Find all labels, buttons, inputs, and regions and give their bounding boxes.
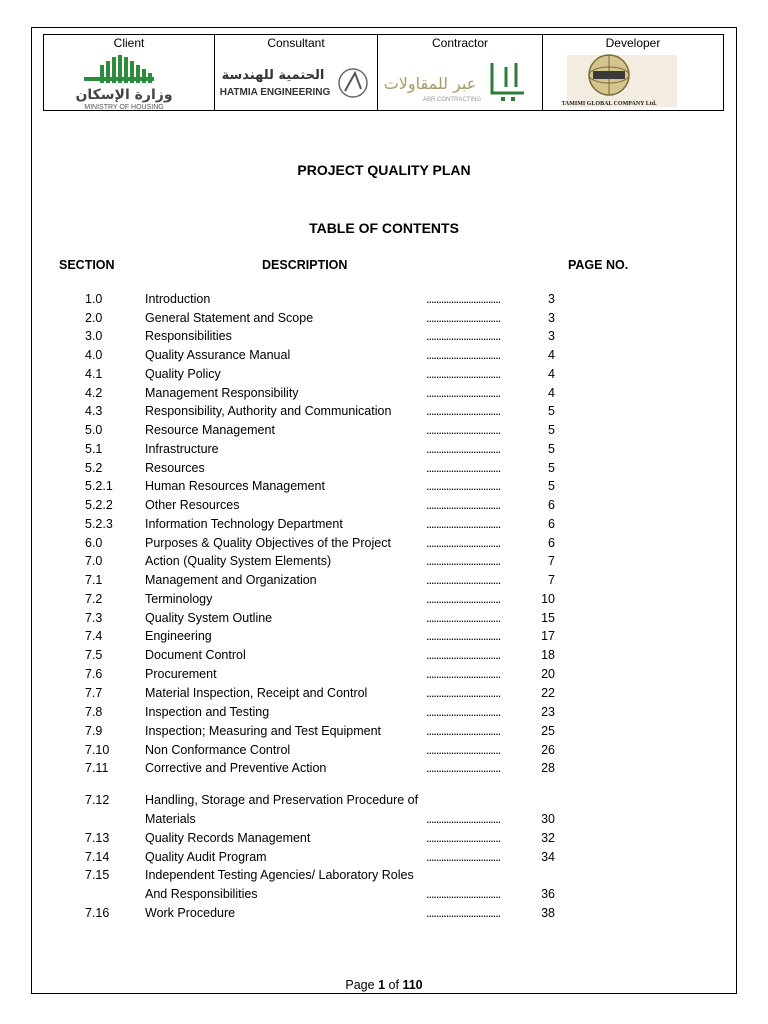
toc-leader-dots: .............................. bbox=[426, 554, 501, 568]
toc-row bbox=[0, 812, 768, 830]
toc-description: Resources bbox=[145, 461, 205, 475]
toc-leader-dots: .............................. bbox=[426, 498, 501, 512]
toc-leader-dots: .............................. bbox=[426, 573, 501, 587]
footer-prefix: Page bbox=[345, 978, 375, 992]
toc-section-number: 4.1 bbox=[85, 367, 103, 381]
toc-page-number: 26 bbox=[541, 743, 555, 757]
contractor-cell bbox=[378, 35, 543, 110]
toc-description: Materials bbox=[145, 812, 196, 826]
toc-section-number: 7.8 bbox=[85, 705, 103, 719]
toc-section-number: 5.1 bbox=[85, 442, 103, 456]
consultant-logo bbox=[215, 53, 377, 109]
toc-leader-dots: .............................. bbox=[426, 367, 501, 381]
toc-leader-dots: .............................. bbox=[426, 629, 501, 643]
toc-page-number: 4 bbox=[548, 386, 555, 400]
toc-description: Resource Management bbox=[145, 423, 275, 437]
toc-leader-dots: .............................. bbox=[426, 404, 501, 418]
toc-page-number: 5 bbox=[548, 423, 555, 437]
toc-row bbox=[0, 611, 768, 629]
toc-page-number: 36 bbox=[541, 887, 555, 901]
toc-section-number: 7.16 bbox=[85, 906, 110, 920]
toc-page-number: 7 bbox=[548, 554, 555, 568]
toc-row bbox=[0, 442, 768, 460]
toc-description: Procurement bbox=[145, 667, 217, 681]
developer-cell bbox=[543, 35, 723, 110]
toc-leader-dots: .............................. bbox=[426, 479, 501, 493]
toc-row bbox=[0, 367, 768, 385]
toc-row bbox=[0, 573, 768, 591]
toc-page-number: 38 bbox=[541, 906, 555, 920]
toc-row bbox=[0, 348, 768, 366]
toc-section-number: 1.0 bbox=[85, 292, 103, 306]
toc-description: Management and Organization bbox=[145, 573, 317, 587]
toc-leader-dots: .............................. bbox=[426, 611, 501, 625]
toc-description: Inspection and Testing bbox=[145, 705, 270, 719]
toc-row bbox=[0, 793, 768, 811]
toc-section-number: 4.3 bbox=[85, 404, 103, 418]
toc-section-number: 5.2.2 bbox=[85, 498, 113, 512]
toc-leader-dots: .............................. bbox=[426, 536, 501, 550]
toc-description: Work Procedure bbox=[145, 906, 236, 920]
toc-leader-dots: .............................. bbox=[426, 906, 501, 920]
consultant-label: Consultant bbox=[267, 36, 325, 50]
toc-section-number: 7.0 bbox=[85, 554, 103, 568]
page-column-header: PAGE NO. bbox=[568, 258, 629, 272]
document-title: PROJECT QUALITY PLAN bbox=[297, 162, 471, 178]
contractor-logo bbox=[378, 53, 542, 109]
developer-logo-en: TAMIMI GLOBAL COMPANY Ltd. bbox=[561, 101, 657, 107]
toc-description: Infrastructure bbox=[145, 442, 219, 456]
toc-row bbox=[0, 536, 768, 554]
toc-page-number: 25 bbox=[541, 724, 555, 738]
toc-leader-dots: .............................. bbox=[426, 743, 501, 757]
toc-leader-dots: .............................. bbox=[426, 517, 501, 531]
toc-section-number: 7.12 bbox=[85, 793, 110, 807]
toc-row bbox=[0, 404, 768, 422]
client-label: Client bbox=[113, 36, 145, 50]
toc-row bbox=[0, 868, 768, 886]
toc-description: Quality Audit Program bbox=[145, 850, 267, 864]
toc-leader-dots: .............................. bbox=[426, 386, 501, 400]
toc-description: Action (Quality System Elements) bbox=[145, 554, 332, 568]
toc-section-number: 7.6 bbox=[85, 667, 103, 681]
toc-section-number: 7.5 bbox=[85, 648, 103, 662]
toc-row bbox=[0, 667, 768, 685]
toc-row bbox=[0, 423, 768, 441]
toc-page-number: 22 bbox=[541, 686, 555, 700]
toc-description: Engineering bbox=[145, 629, 212, 643]
toc-description: Information Technology Department bbox=[145, 517, 343, 531]
toc-title: TABLE OF CONTENTS bbox=[309, 220, 459, 236]
toc-page-number: 5 bbox=[548, 404, 555, 418]
toc-page-number: 6 bbox=[548, 517, 555, 531]
toc-section-number: 7.11 bbox=[85, 761, 109, 775]
toc-section-number: 7.7 bbox=[85, 686, 103, 700]
toc-row bbox=[0, 761, 768, 779]
toc-row bbox=[0, 831, 768, 849]
toc-section-number: 7.15 bbox=[85, 868, 110, 882]
toc-leader-dots: .............................. bbox=[426, 292, 501, 306]
toc-row bbox=[0, 386, 768, 404]
toc-page-number: 5 bbox=[548, 442, 555, 456]
toc-description: Terminology bbox=[145, 592, 213, 606]
consultant-logo-ar: الحتمية للهندسة bbox=[221, 68, 325, 83]
toc-leader-dots: .............................. bbox=[426, 761, 501, 775]
footer-total-pages: 110 bbox=[402, 978, 423, 992]
toc-page-number: 23 bbox=[541, 705, 555, 719]
toc-section-number: 7.1 bbox=[85, 573, 103, 587]
consultant-logo-en: HATMIA ENGINEERING bbox=[219, 87, 331, 98]
toc-description: Human Resources Management bbox=[145, 479, 325, 493]
toc-section-number: 5.2.3 bbox=[85, 517, 113, 531]
toc-page-number: 34 bbox=[541, 850, 555, 864]
toc-row bbox=[0, 517, 768, 535]
toc-description: Quality Assurance Manual bbox=[145, 348, 291, 362]
toc-description: Other Resources bbox=[145, 498, 240, 512]
toc-description: Document Control bbox=[145, 648, 246, 662]
toc-row bbox=[0, 498, 768, 516]
toc-page-number: 20 bbox=[541, 667, 555, 681]
toc-leader-dots: .............................. bbox=[426, 442, 501, 456]
toc-description: Quality System Outline bbox=[145, 611, 273, 625]
toc-section-number: 7.10 bbox=[85, 743, 110, 757]
toc-leader-dots: .............................. bbox=[426, 812, 501, 826]
toc-section-number: 5.0 bbox=[85, 423, 103, 437]
toc-row bbox=[0, 292, 768, 310]
toc-row bbox=[0, 648, 768, 666]
toc-page-number: 6 bbox=[548, 498, 555, 512]
toc-row bbox=[0, 743, 768, 761]
toc-page-number: 3 bbox=[548, 311, 555, 325]
contractor-label: Contractor bbox=[431, 36, 489, 50]
toc-page-number: 3 bbox=[548, 329, 555, 343]
toc-section-number: 7.13 bbox=[85, 831, 110, 845]
toc-section-number: 2.0 bbox=[85, 311, 103, 325]
toc-section-number: 7.4 bbox=[85, 629, 103, 643]
toc-page-number: 10 bbox=[541, 592, 555, 606]
toc-description: Independent Testing Agencies/ Laboratory Roles bbox=[145, 868, 414, 882]
toc-section-number: 5.2 bbox=[85, 461, 103, 475]
toc-leader-dots: .............................. bbox=[426, 667, 501, 681]
developer-label: Developer bbox=[605, 36, 661, 50]
header-table bbox=[43, 34, 724, 111]
toc-section-number: 6.0 bbox=[85, 536, 103, 550]
toc-row bbox=[0, 629, 768, 647]
toc-description: General Statement and Scope bbox=[145, 311, 314, 325]
consultant-cell bbox=[215, 35, 378, 110]
toc-leader-dots: .............................. bbox=[426, 348, 501, 362]
toc-leader-dots: .............................. bbox=[426, 648, 501, 662]
client-logo-ar: وزارة الإسكان bbox=[75, 87, 173, 103]
toc-row bbox=[0, 461, 768, 479]
toc-section-number: 7.3 bbox=[85, 611, 103, 625]
toc-row bbox=[0, 906, 768, 924]
toc-row bbox=[0, 887, 768, 905]
toc-page-number: 15 bbox=[541, 611, 555, 625]
toc-leader-dots: .............................. bbox=[426, 592, 501, 606]
toc-row bbox=[0, 329, 768, 347]
toc-page-number: 30 bbox=[541, 812, 555, 826]
toc-description: Handling, Storage and Preservation Procedure of bbox=[145, 793, 419, 807]
toc-description: Material Inspection, Receipt and Control bbox=[145, 686, 368, 700]
toc-page-number: 6 bbox=[548, 536, 555, 550]
toc-section-number: 5.2.1 bbox=[85, 479, 113, 493]
toc-leader-dots: .............................. bbox=[426, 705, 501, 719]
toc-row bbox=[0, 850, 768, 868]
toc-leader-dots: .............................. bbox=[426, 724, 501, 738]
toc-page-number: 28 bbox=[541, 761, 555, 775]
toc-page-number: 32 bbox=[541, 831, 555, 845]
toc-leader-dots: .............................. bbox=[426, 686, 501, 700]
toc-leader-dots: .............................. bbox=[426, 423, 501, 437]
toc-section-number: 4.2 bbox=[85, 386, 103, 400]
toc-row bbox=[0, 724, 768, 742]
toc-row bbox=[0, 592, 768, 610]
toc-leader-dots: .............................. bbox=[426, 887, 501, 901]
toc-leader-dots: .............................. bbox=[426, 831, 501, 845]
footer-of: of bbox=[388, 978, 399, 992]
section-column-header: SECTION bbox=[59, 258, 115, 272]
toc-page-number: 7 bbox=[548, 573, 555, 587]
toc-description: Purposes & Quality Objectives of the Project bbox=[145, 536, 391, 550]
toc-page-number: 18 bbox=[541, 648, 555, 662]
description-column-header: DESCRIPTION bbox=[262, 258, 348, 272]
toc-row bbox=[0, 705, 768, 723]
toc-section-number: 7.9 bbox=[85, 724, 103, 738]
contractor-logo-en: ABR CONTRACTING bbox=[422, 97, 482, 103]
client-cell bbox=[44, 35, 215, 110]
toc-description: Responsibility, Authority and Communication bbox=[145, 404, 392, 418]
page-footer bbox=[0, 978, 768, 992]
toc-description: Introduction bbox=[145, 292, 211, 306]
toc-description: Quality Records Management bbox=[145, 831, 311, 845]
client-logo-en: MINISTRY OF HOUSING bbox=[84, 104, 164, 109]
toc-section-number: 7.2 bbox=[85, 592, 103, 606]
developer-logo bbox=[543, 53, 723, 109]
toc-leader-dots: .............................. bbox=[426, 850, 501, 864]
toc-row bbox=[0, 686, 768, 704]
toc-row bbox=[0, 311, 768, 329]
toc-description: Inspection; Measuring and Test Equipment bbox=[145, 724, 382, 738]
toc-page-number: 4 bbox=[548, 348, 555, 362]
toc-page-number: 17 bbox=[541, 629, 555, 643]
toc-description: Responsibilities bbox=[145, 329, 232, 343]
toc-page-number: 3 bbox=[548, 292, 555, 306]
toc-page-number: 4 bbox=[548, 367, 555, 381]
contractor-logo-ar: عبر للمقاولات bbox=[383, 74, 477, 93]
toc-leader-dots: .............................. bbox=[426, 461, 501, 475]
toc-page-number: 5 bbox=[548, 461, 555, 475]
toc-page-number: 5 bbox=[548, 479, 555, 493]
toc-leader-dots: .............................. bbox=[426, 311, 501, 325]
toc-section-number: 7.14 bbox=[85, 850, 110, 864]
toc-description: Non Conformance Control bbox=[145, 743, 291, 757]
toc-row bbox=[0, 554, 768, 572]
toc-description: Management Responsibility bbox=[145, 386, 299, 400]
client-logo bbox=[44, 53, 214, 109]
toc-row bbox=[0, 479, 768, 497]
toc-description: Corrective and Preventive Action bbox=[145, 761, 327, 775]
toc-leader-dots: .............................. bbox=[426, 329, 501, 343]
footer-current-page: 1 bbox=[378, 978, 386, 992]
toc-section-number: 3.0 bbox=[85, 329, 103, 343]
toc-description: And Responsibilities bbox=[145, 887, 258, 901]
toc-section-number: 4.0 bbox=[85, 348, 103, 362]
toc-description: Quality Policy bbox=[145, 367, 221, 381]
